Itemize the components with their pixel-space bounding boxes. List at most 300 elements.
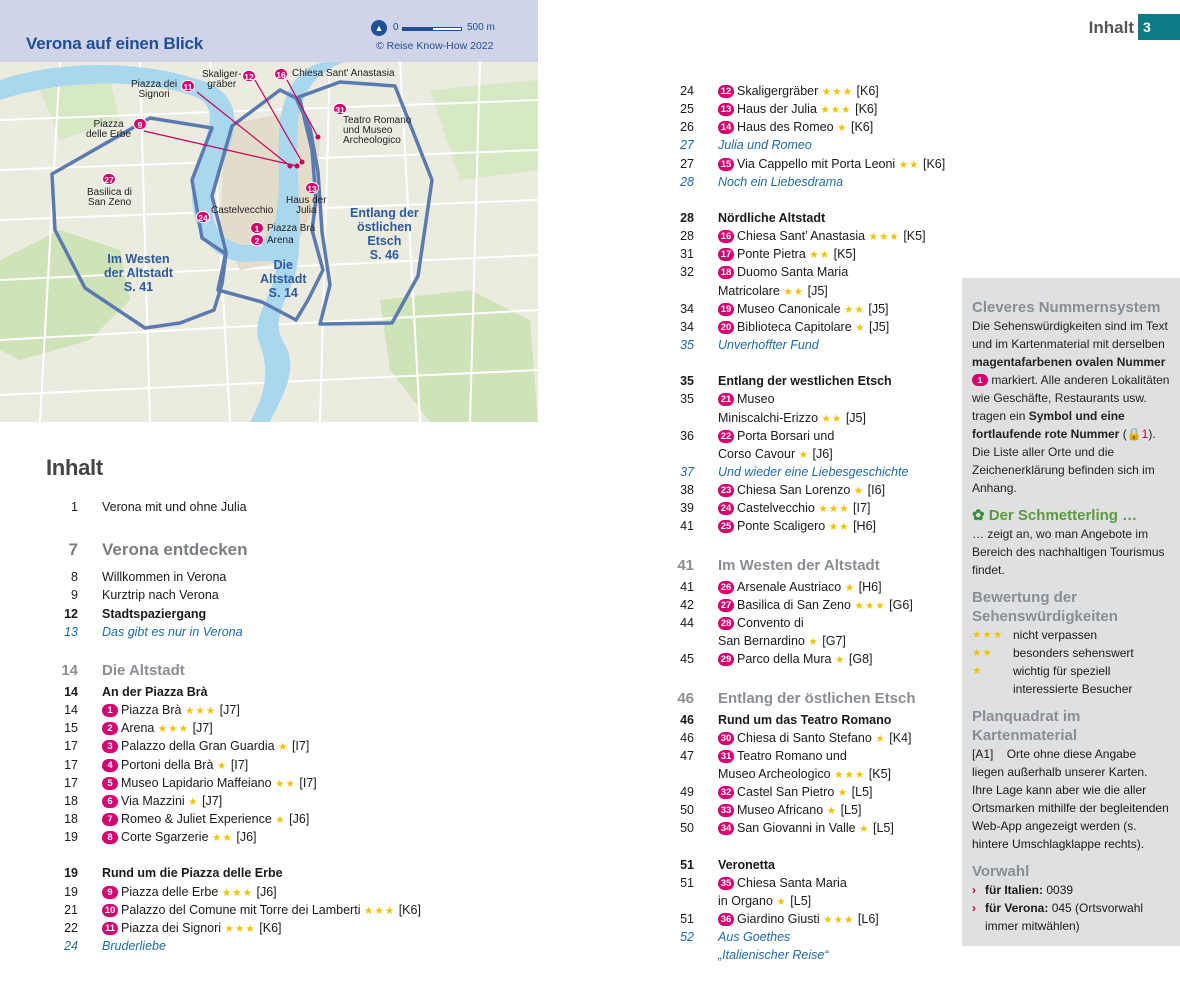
marker-1: 1 bbox=[250, 222, 264, 234]
toc-page-number: 26 bbox=[680, 120, 694, 135]
toc-page-number: 15 bbox=[64, 721, 78, 736]
marker-2: 2 bbox=[250, 234, 264, 246]
sight-number-badge: 24 bbox=[718, 502, 734, 515]
district-ost-label: Entlang der östlichen Etsch S. 46 bbox=[350, 206, 419, 262]
toc-entry-label: Ponte Pietra bbox=[737, 247, 806, 262]
rating-stars-icon: ★ bbox=[776, 895, 787, 908]
toc-entry-label: Museo Africano bbox=[737, 803, 824, 818]
toc-entry-text bbox=[102, 605, 206, 623]
toc-entry-label: Museo Archeologico bbox=[718, 766, 831, 781]
toc-entry-text bbox=[718, 928, 790, 946]
toc-entry bbox=[656, 801, 956, 819]
rating-stars-icon: ★ bbox=[798, 448, 810, 461]
sight-number-badge: 2 bbox=[102, 722, 118, 735]
toc-entry-text bbox=[718, 596, 913, 615]
toc-entry-label: San Giovanni in Valle bbox=[737, 821, 856, 836]
toc-entry-label: Kurztrip nach Verona bbox=[102, 588, 219, 603]
toc-page-number: 8 bbox=[71, 570, 78, 585]
toc-entry-label: Julia und Romeo bbox=[718, 138, 812, 153]
sight-number-badge: 28 bbox=[718, 617, 734, 630]
toc-page-number: 7 bbox=[68, 540, 78, 560]
rating-stars-icon: ★ bbox=[826, 805, 838, 818]
toc-page-number: 24 bbox=[680, 84, 694, 98]
toc-entry-text bbox=[102, 901, 421, 920]
sight-number-badge: 20 bbox=[718, 321, 734, 334]
sidebar-rating-title: Bewertung der Sehenswürdigkeiten bbox=[972, 589, 1118, 625]
sight-number-badge: 16 bbox=[718, 230, 734, 243]
grid-reference: [I7] bbox=[291, 739, 310, 754]
grid-reference: [L5] bbox=[790, 893, 812, 908]
toc-page-number: 19 bbox=[64, 884, 78, 899]
rating-stars-icon: ★★ bbox=[809, 249, 831, 262]
toc-entry-text bbox=[718, 173, 843, 191]
toc-entry bbox=[40, 568, 340, 586]
rating-stars-icon: ★ bbox=[278, 741, 289, 754]
grid-reference: [H6] bbox=[853, 519, 876, 534]
rating-stars-icon: ★★★ bbox=[868, 231, 900, 244]
toc-entry bbox=[40, 623, 340, 641]
toc-entry-text bbox=[718, 409, 866, 428]
toc-entry-text bbox=[718, 801, 861, 820]
sight-number-badge: 31 bbox=[718, 750, 734, 763]
grid-reference: [K4] bbox=[889, 730, 912, 745]
rating-stars-icon: ★★ bbox=[275, 777, 296, 790]
toc-entry-text bbox=[102, 756, 248, 775]
toc-entry bbox=[656, 173, 956, 191]
map-copyright: © Reise Know-How 2022 bbox=[376, 40, 494, 52]
grid-reference: [G8] bbox=[848, 652, 873, 667]
toc-entry bbox=[40, 756, 340, 774]
toc-entry-text bbox=[718, 711, 891, 729]
toc-page-number: 17 bbox=[64, 775, 78, 790]
toc-entry-label: Entlang der westlichen Etsch bbox=[718, 374, 892, 389]
toc-entry-text bbox=[718, 245, 856, 264]
toc-entry-label: Arena bbox=[121, 721, 155, 736]
toc-entry-text bbox=[718, 318, 889, 337]
toc-entry-label: Die Altstadt bbox=[102, 661, 185, 679]
toc-page-number: 24 bbox=[64, 938, 78, 953]
toc-entry bbox=[40, 498, 340, 516]
label-piazza-bra: Piazza Brà bbox=[267, 223, 316, 234]
toc-entry-text bbox=[102, 498, 247, 516]
toc-entry-text bbox=[718, 155, 945, 174]
rating-stars-icon: ★ bbox=[808, 636, 819, 649]
chevron-right-icon: › bbox=[972, 901, 976, 915]
toc-entry bbox=[40, 774, 340, 792]
label-chiesa-anastasia: Chiesa Sant' Anastasia bbox=[292, 68, 395, 79]
toc-entry-text bbox=[102, 568, 226, 586]
toc-entry-text bbox=[102, 586, 219, 604]
toc-entry bbox=[656, 263, 956, 281]
rating-stars-icon: ★★★ bbox=[818, 503, 850, 516]
toc-entry bbox=[40, 810, 340, 828]
butterfly-icon: ✿ bbox=[972, 507, 985, 524]
grid-reference: [I7] bbox=[853, 501, 871, 516]
grid-reference: [J7] bbox=[192, 721, 213, 736]
scale-bar-icon bbox=[402, 27, 462, 31]
toc-entry-text bbox=[718, 874, 847, 892]
toc-page-number: 25 bbox=[680, 102, 694, 117]
toc-entry bbox=[656, 372, 956, 390]
toc-entry bbox=[656, 481, 956, 499]
toc-entry-label: Das gibt es nur in Verona bbox=[102, 624, 243, 639]
sight-number-badge: 23 bbox=[718, 484, 734, 497]
rating-stars-icon: ★★★ bbox=[184, 705, 217, 718]
toc-page-number: 35 bbox=[680, 392, 694, 407]
toc-entry-label: Und wieder eine Liebesgeschichte bbox=[718, 464, 909, 479]
toc-entry-label: Teatro Romano und bbox=[737, 748, 847, 763]
toc-page-number: 14 bbox=[61, 661, 78, 679]
grid-reference: [K5] bbox=[903, 229, 926, 244]
page-number: 3 bbox=[1138, 14, 1180, 40]
rating-stars-icon: ★ bbox=[875, 732, 886, 745]
toc-entry bbox=[656, 82, 956, 100]
toc-entry-label: Unverhoffter Fund bbox=[718, 337, 819, 352]
lock-icon: 🔒 bbox=[1126, 427, 1142, 441]
toc-entry bbox=[656, 596, 956, 614]
grid-reference: [K5] bbox=[868, 766, 892, 781]
scale-zero: 0 bbox=[393, 22, 399, 33]
toc-entry-text bbox=[718, 300, 889, 319]
toc-entry bbox=[656, 445, 956, 463]
sight-number-badge: 9 bbox=[102, 886, 118, 899]
toc-entry bbox=[40, 605, 340, 623]
toc-entry bbox=[656, 100, 956, 118]
toc-page-number: 41 bbox=[680, 579, 694, 594]
sight-number-badge: 18 bbox=[718, 266, 734, 279]
label-piazza-signori: Piazza dei Signori bbox=[131, 79, 178, 100]
toc-entry-text bbox=[718, 463, 908, 481]
sight-number-badge: 29 bbox=[718, 653, 734, 666]
toc-entry bbox=[656, 354, 956, 372]
toc-entry bbox=[656, 856, 956, 874]
sight-number-badge: 19 bbox=[718, 303, 734, 316]
plan-code: [A1] bbox=[972, 747, 994, 761]
toc-entry bbox=[656, 245, 956, 263]
toc-entry-text bbox=[718, 282, 828, 301]
rating-legend-row bbox=[972, 680, 1170, 698]
toc-entry bbox=[40, 534, 340, 568]
rating-stars-icon: ★★★ bbox=[972, 629, 1004, 641]
toc-entry-text bbox=[102, 864, 283, 882]
grid-reference: [K6] bbox=[850, 120, 874, 135]
rating-stars-icon: ★★ bbox=[783, 285, 805, 298]
grid-reference: [J5] bbox=[807, 283, 828, 298]
toc-page-number: 34 bbox=[680, 301, 694, 316]
toc-entry-text bbox=[718, 892, 811, 911]
toc-entry-text bbox=[102, 937, 166, 955]
toc-entry-label: Palazzo del Comune mit Torre dei Lamberti bbox=[121, 902, 361, 917]
toc-entry-text bbox=[718, 136, 812, 154]
grid-reference: [I6] bbox=[867, 483, 886, 498]
rating-stars-icon: ★ bbox=[844, 581, 856, 594]
toc-entry-label: in Organo bbox=[718, 893, 773, 908]
toc-entry-text bbox=[102, 774, 317, 793]
district-west-label: Im Westen der Altstadt S. 41 bbox=[104, 252, 173, 294]
toc-entry-text bbox=[718, 557, 880, 575]
toc-entry-label: An der Piazza Brà bbox=[102, 684, 208, 699]
sidebar-vorwahl-title: Vorwahl bbox=[972, 863, 1030, 880]
toc-entry bbox=[656, 517, 956, 535]
sight-number-badge: 6 bbox=[102, 795, 118, 808]
sight-number-badge: 15 bbox=[718, 158, 734, 171]
toc-entry bbox=[40, 792, 340, 810]
grid-reference: [J6] bbox=[236, 830, 257, 845]
toc-page-number: 27 bbox=[680, 156, 694, 171]
toc-entry bbox=[40, 864, 340, 882]
toc-left-column bbox=[40, 498, 421, 955]
grid-reference: [J7] bbox=[219, 703, 240, 718]
rating-legend-text: nicht verpassen bbox=[1013, 628, 1098, 642]
toc-entry-text bbox=[718, 856, 775, 874]
sight-number-badge: 26 bbox=[718, 581, 734, 594]
toc-page-number: 34 bbox=[680, 319, 694, 334]
toc-page-number: 46 bbox=[677, 689, 694, 707]
rating-legend-text: besonders sehenswert bbox=[1013, 646, 1134, 660]
toc-entry-label: Rund um die Piazza delle Erbe bbox=[102, 866, 283, 881]
toc-entry-text bbox=[718, 632, 846, 651]
toc-right-column bbox=[656, 82, 956, 964]
toc-entry bbox=[656, 668, 956, 686]
toc-entry-text bbox=[718, 910, 879, 929]
rating-stars-icon: ★★ bbox=[821, 412, 843, 425]
grid-reference: [L5] bbox=[851, 785, 873, 800]
toc-page-number: 37 bbox=[680, 464, 694, 479]
grid-reference: [I7] bbox=[299, 775, 317, 790]
toc-page-number: 13 bbox=[64, 624, 78, 639]
toc-entry bbox=[40, 719, 340, 737]
sight-number-badge: 14 bbox=[718, 121, 734, 134]
toc-entry-label: Rund um das Teatro Romano bbox=[718, 712, 892, 727]
toc-page-number: 44 bbox=[680, 615, 694, 630]
toc-entry-text bbox=[102, 701, 240, 720]
toc-entry-label: Chiesa Santa Maria bbox=[737, 875, 847, 890]
rating-stars-icon: ★★★ bbox=[157, 723, 190, 736]
toc-title: Inhalt bbox=[46, 455, 103, 480]
grid-reference: [J7] bbox=[202, 793, 223, 808]
toc-entry-label: Skaligergräber bbox=[737, 84, 819, 98]
toc-entry bbox=[656, 318, 956, 336]
grid-reference: [K6] bbox=[259, 920, 282, 935]
label-haus-julia: Haus der Julia bbox=[286, 195, 327, 216]
sight-number-badge: 12 bbox=[718, 85, 734, 98]
rating-stars-icon: ★ bbox=[855, 321, 866, 334]
sight-number-badge: 34 bbox=[718, 822, 734, 835]
toc-entry bbox=[656, 136, 956, 154]
toc-entry-text bbox=[718, 336, 819, 354]
toc-entry-text bbox=[718, 650, 873, 669]
toc-page-number: 51 bbox=[680, 875, 694, 890]
toc-entry-text bbox=[102, 883, 277, 902]
toc-page-number: 18 bbox=[64, 793, 78, 808]
toc-entry-text bbox=[718, 445, 833, 464]
toc-entry-label: Portoni della Brà bbox=[121, 757, 214, 772]
toc-entry-label: Chiesa San Lorenzo bbox=[737, 483, 851, 498]
rating-stars-icon: ★★ bbox=[828, 521, 850, 534]
toc-page-number: 42 bbox=[680, 597, 694, 612]
grid-reference: [K6] bbox=[856, 84, 879, 98]
toc-entry bbox=[40, 737, 340, 755]
toc-entry-label: Palazzo della Gran Guardia bbox=[121, 739, 275, 754]
rating-legend-row bbox=[972, 626, 1170, 644]
toc-entry-label: Miniscalchi-Erizzo bbox=[718, 410, 819, 425]
toc-page-number: 51 bbox=[680, 912, 694, 927]
toc-entry-text bbox=[718, 747, 847, 765]
toc-entry-text bbox=[718, 82, 879, 101]
toc-entry-label: Chiesa Sant’ Anastasia bbox=[737, 229, 866, 244]
chevron-right-icon: › bbox=[972, 883, 976, 897]
toc-entry bbox=[656, 463, 956, 481]
grid-reference: [I7] bbox=[230, 757, 249, 772]
grid-reference: [L5] bbox=[872, 821, 894, 836]
toc-entry-label: Piazza delle Erbe bbox=[121, 884, 219, 899]
sight-number-badge: 11 bbox=[102, 922, 118, 935]
toc-entry-label: Arsenale Austriaco bbox=[737, 579, 842, 594]
rating-stars-icon: ★★★ bbox=[823, 914, 855, 927]
grid-reference: [K6] bbox=[923, 156, 946, 171]
rating-stars-icon: ★ bbox=[188, 795, 199, 808]
vorwahl-italien: › für Italien: 0039 bbox=[972, 883, 1074, 897]
rating-legend-text: wichtig für speziell bbox=[1013, 664, 1111, 678]
marker-11: 11 bbox=[181, 80, 195, 92]
toc-page-number: 39 bbox=[680, 501, 694, 516]
toc-entry-label: Duomo Santa Maria bbox=[737, 265, 849, 280]
toc-entry bbox=[656, 729, 956, 747]
city-map bbox=[0, 0, 538, 422]
toc-page-number: 46 bbox=[680, 712, 694, 727]
toc-page-number: 17 bbox=[64, 757, 78, 772]
toc-entry bbox=[656, 946, 956, 964]
toc-entry bbox=[656, 765, 956, 783]
toc-entry bbox=[40, 641, 340, 659]
marker-12: 12 bbox=[242, 70, 256, 82]
rating-legend-text: interessierte Besucher bbox=[1013, 682, 1133, 696]
toc-entry bbox=[656, 783, 956, 801]
toc-page-number: 35 bbox=[680, 337, 694, 352]
toc-page-number: 31 bbox=[680, 247, 694, 262]
toc-entry-label: Haus der Julia bbox=[737, 102, 817, 117]
toc-page-number: 18 bbox=[64, 811, 78, 826]
sight-number-badge: 10 bbox=[102, 904, 118, 917]
toc-entry-label: Corte Sgarzerie bbox=[121, 830, 209, 845]
toc-page-number: 36 bbox=[680, 428, 694, 443]
map-header bbox=[0, 0, 538, 62]
toc-entry-label: Verona entdecken bbox=[102, 540, 248, 560]
toc-entry-text bbox=[718, 227, 926, 246]
toc-entry bbox=[656, 928, 956, 946]
toc-page-number: 41 bbox=[677, 556, 694, 574]
marker-13: 13 bbox=[305, 182, 319, 194]
rating-stars-icon: ★ bbox=[853, 485, 865, 498]
label-basilica: Basilica di San Zeno bbox=[87, 187, 133, 208]
label-piazza-erbe: Piazza delle Erbe bbox=[86, 119, 132, 140]
toc-entry-text bbox=[102, 828, 257, 847]
sidebar-numbers-title: Cleveres Nummernsystem bbox=[972, 299, 1161, 316]
toc-page-number: 19 bbox=[64, 830, 78, 845]
toc-entry bbox=[656, 155, 956, 173]
toc-entry-label: „Italienischer Reise“ bbox=[718, 948, 829, 963]
toc-entry bbox=[656, 892, 956, 910]
toc-entry-label: Porta Borsari und bbox=[737, 428, 835, 443]
sight-number-badge: 21 bbox=[718, 393, 734, 406]
rating-legend-row bbox=[972, 644, 1170, 662]
toc-entry bbox=[40, 828, 340, 846]
toc-entry-text bbox=[102, 662, 185, 680]
toc-entry-text bbox=[102, 719, 213, 738]
rating-stars-icon: ★★ bbox=[212, 832, 233, 845]
toc-page-number: 52 bbox=[680, 930, 694, 945]
toc-entry bbox=[656, 409, 956, 427]
toc-page-number: 50 bbox=[680, 821, 694, 836]
toc-entry-label: Aus Goethes bbox=[718, 930, 791, 945]
rating-stars-icon: ★ bbox=[837, 787, 849, 800]
toc-entry-label: Haus des Romeo bbox=[737, 120, 834, 135]
toc-entry-label: San Bernardino bbox=[718, 634, 805, 649]
sidebar-plan-title: Planquadrat im Kartenmaterial bbox=[972, 708, 1081, 744]
toc-page-number: 28 bbox=[680, 210, 694, 225]
toc-entry-label: Stadtspaziergang bbox=[102, 606, 207, 621]
toc-page-number: 14 bbox=[64, 703, 78, 718]
grid-reference: [K5] bbox=[833, 247, 856, 262]
toc-page-number: 28 bbox=[680, 174, 694, 189]
toc-page-number: 45 bbox=[680, 652, 694, 667]
rating-stars-icon: ★★★ bbox=[221, 886, 254, 899]
toc-page-number: 41 bbox=[680, 519, 694, 534]
grid-reference: [L5] bbox=[840, 803, 862, 818]
toc-page-number: 9 bbox=[71, 588, 78, 603]
rating-stars-icon: ★★ bbox=[898, 158, 920, 171]
rating-stars-icon: ★★★ bbox=[820, 104, 852, 117]
toc-entry-label: Via Cappello mit Porta Leoni bbox=[737, 156, 896, 171]
sight-number-badge: 27 bbox=[718, 599, 734, 612]
toc-page-number: 47 bbox=[680, 748, 694, 763]
toc-entry bbox=[40, 683, 340, 701]
sight-number-badge: 17 bbox=[718, 248, 734, 261]
grid-reference: [K6] bbox=[855, 102, 878, 117]
rating-stars-icon: ★ bbox=[837, 122, 848, 135]
toc-page-number: 38 bbox=[680, 483, 694, 498]
label-arena: Arena bbox=[267, 235, 294, 246]
marker-24: 24 bbox=[196, 211, 210, 223]
toc-page-number: 19 bbox=[64, 866, 78, 881]
toc-entry-label: Chiesa di Santo Stefano bbox=[737, 730, 872, 745]
grid-reference: [J6] bbox=[256, 884, 277, 899]
toc-entry-text bbox=[718, 118, 873, 137]
toc-entry-text bbox=[718, 390, 775, 408]
toc-entry bbox=[40, 937, 340, 955]
toc-entry-label: Convento di bbox=[737, 615, 804, 630]
toc-entry-text bbox=[718, 209, 825, 227]
toc-entry bbox=[656, 837, 956, 855]
rating-stars-icon: ★★ bbox=[844, 303, 865, 316]
sight-number-badge: 8 bbox=[102, 831, 118, 844]
toc-entry-label: Castel San Pietro bbox=[737, 785, 835, 800]
toc-entry-text bbox=[102, 541, 248, 559]
toc-entry bbox=[656, 282, 956, 300]
sight-number-badge: 32 bbox=[718, 786, 734, 799]
sidebar-butterfly-text: … zeigt an, wo man Angebote im Bereich des nachhaltigen Tourismus findet. bbox=[972, 527, 1165, 577]
grid-reference: [J6] bbox=[812, 446, 833, 461]
sight-number-badge: 25 bbox=[718, 520, 734, 533]
toc-entry bbox=[40, 701, 340, 719]
toc-entry bbox=[656, 209, 956, 227]
toc-entry-text bbox=[718, 517, 876, 536]
sight-number-badge: 35 bbox=[718, 877, 734, 890]
toc-entry bbox=[40, 586, 340, 604]
toc-entry-label: Ponte Scaligero bbox=[737, 519, 826, 534]
sight-number-badge: 4 bbox=[102, 759, 118, 772]
sight-number-badge: 33 bbox=[718, 804, 734, 817]
